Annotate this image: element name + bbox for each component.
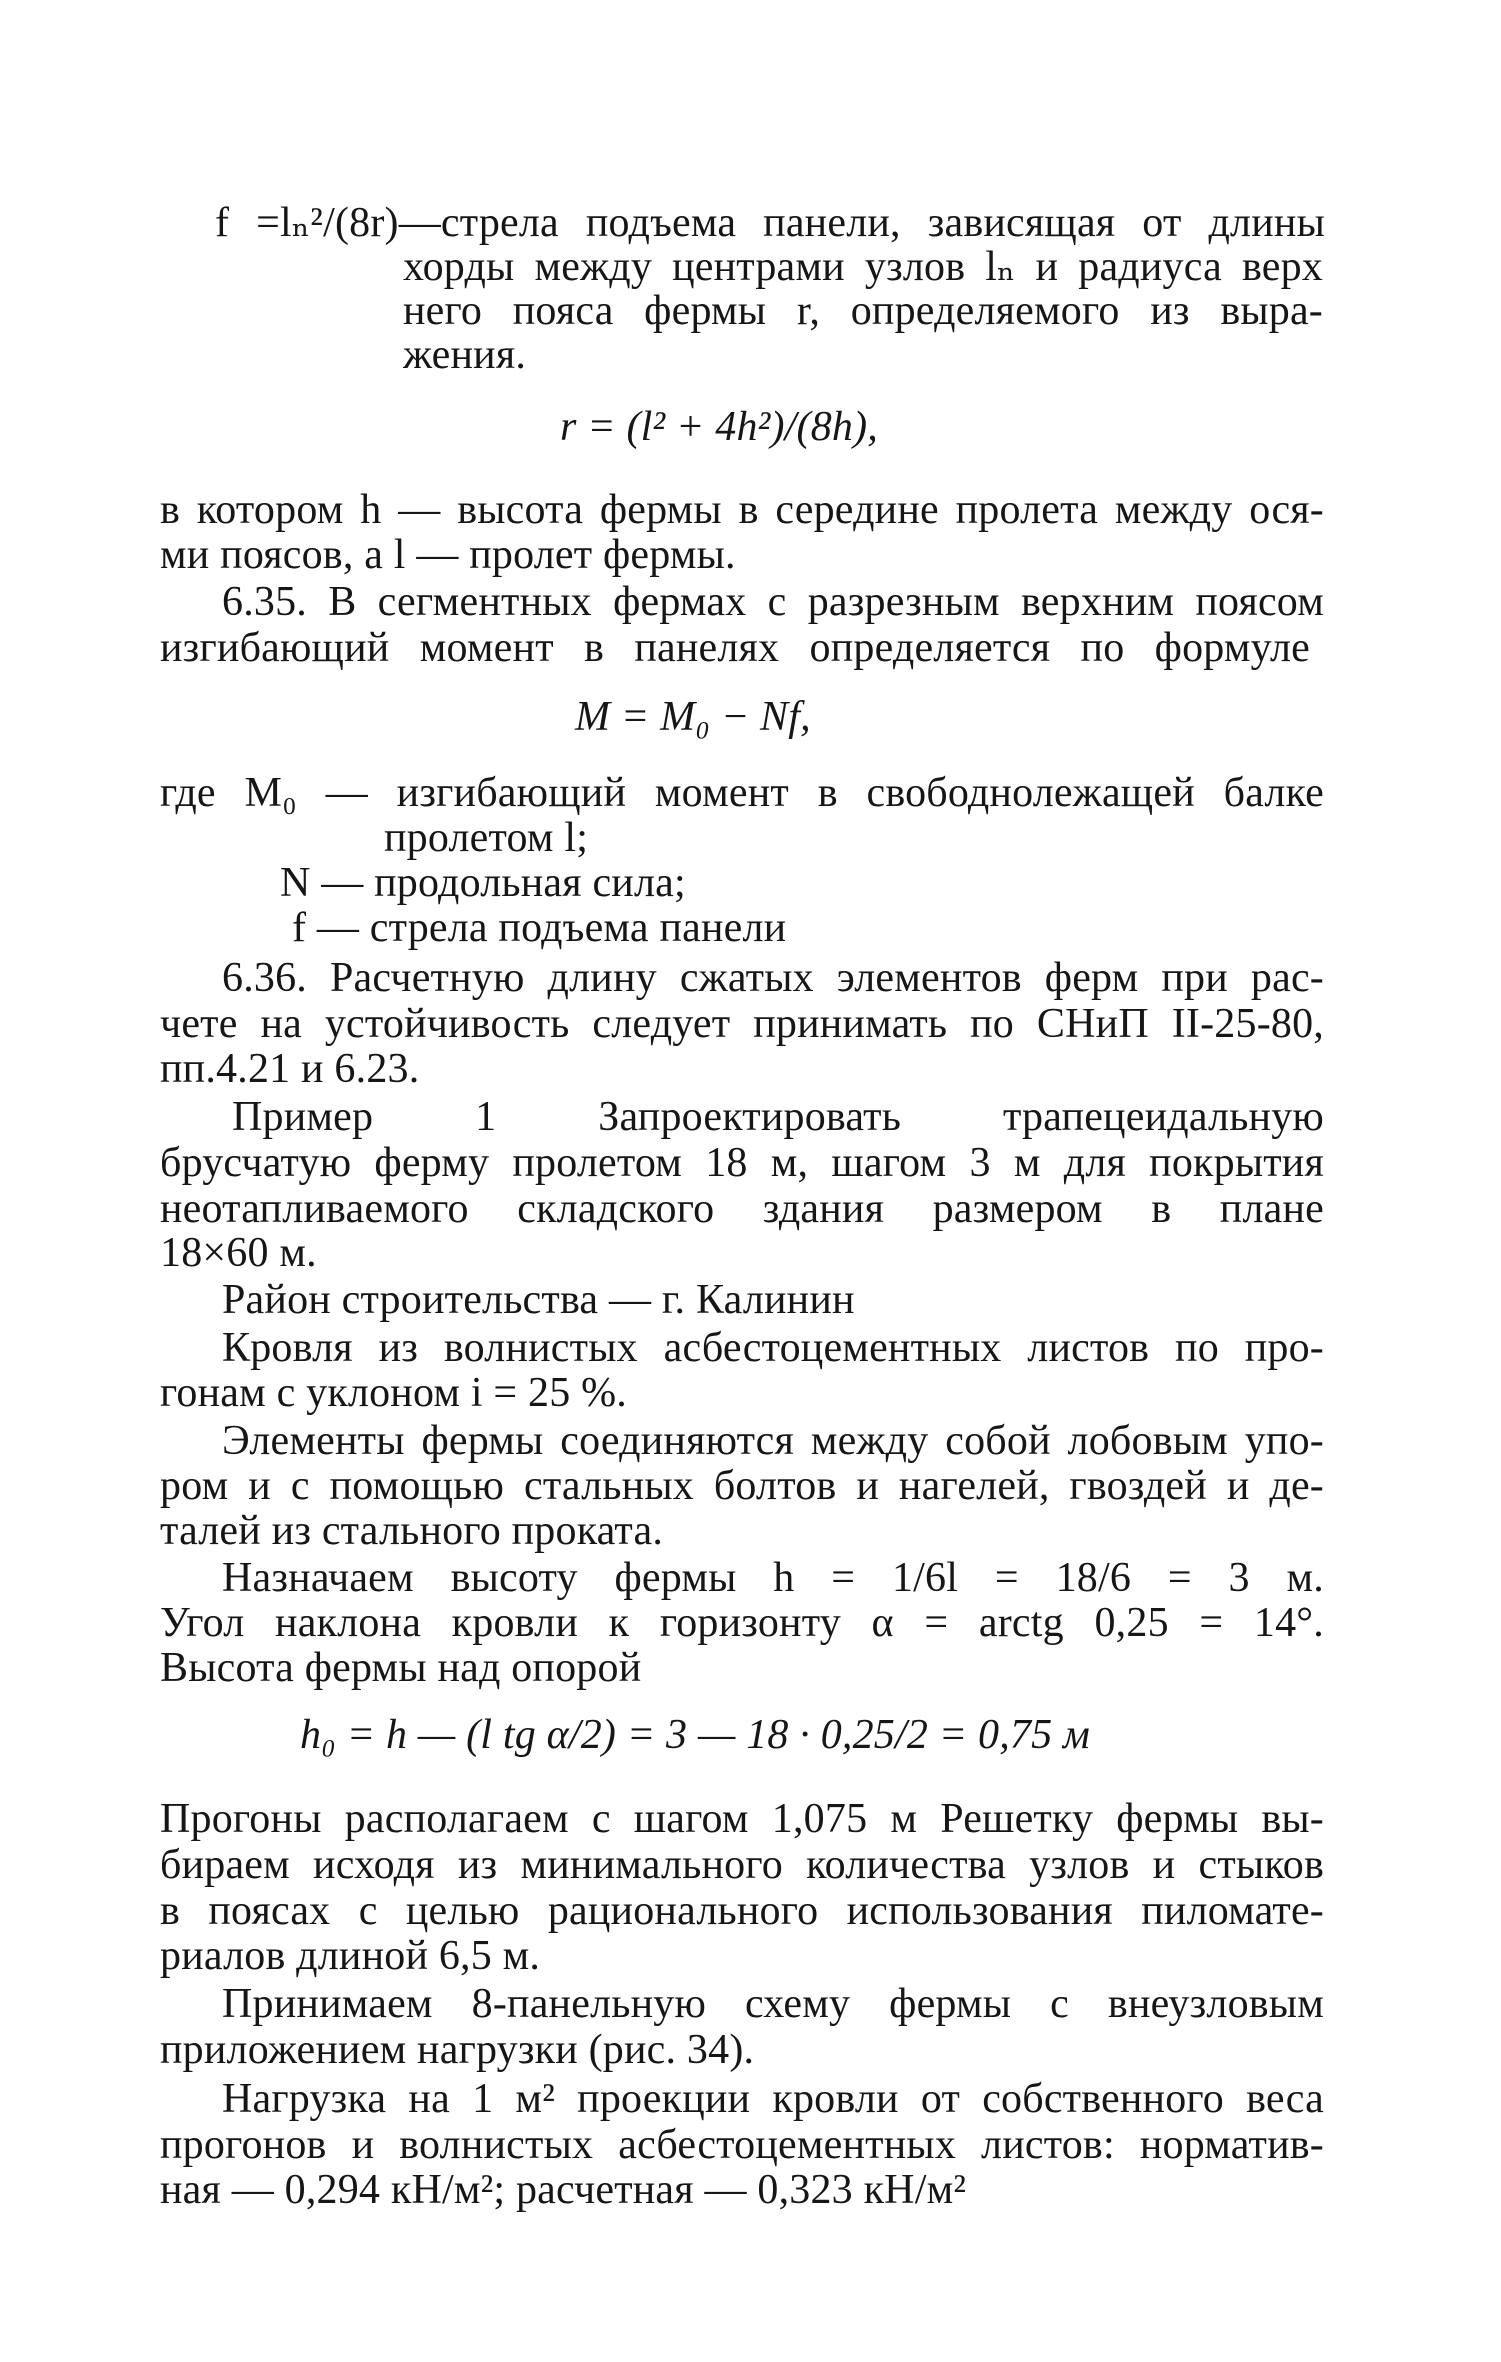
paragraph-6-35: 6.35. В сегментных фермах с разрезным верхним поясом xyxy=(222,579,1324,625)
text-line: в котором h — высота фермы в середине пролета между ося- xyxy=(160,487,1324,533)
text-line: f =lₙ²/(8r)—стрела подъема панели, зависящая от длины xyxy=(215,200,1325,246)
text-line: 18×60 м. xyxy=(160,1230,317,1276)
text-line: Район строительства — г. Калинин xyxy=(222,1277,855,1323)
text-line: ная — 0,294 кН/м²; расчетная — 0,323 кН/м² xyxy=(160,2167,967,2213)
text-line: брусчатую ферму пролетом 18 м, шагом 3 м для покрытия xyxy=(160,1140,1324,1186)
text-line: изгибающий момент в панелях определяется по формуле xyxy=(160,625,1310,671)
text-line: где M₀ — изгибающий момент в свободнолежащей балке xyxy=(160,770,1324,816)
text-line: риалов длиной 6,5 м. xyxy=(160,1933,541,1979)
text-line: Угол наклона кровли к горизонту α = arctg 0,25 = 14°. xyxy=(160,1600,1324,1646)
text-line: гонам с уклоном i = 25 %. xyxy=(160,1370,627,1416)
text-line: Назначаем высоту фермы h = 1/6l = 18/6 = 3 м. xyxy=(222,1555,1324,1601)
text-line: в поясах с целью рационального использования пиломате- xyxy=(160,1888,1324,1934)
text-line: Принимаем 8-панельную схему фермы с внеузловым xyxy=(222,1981,1324,2027)
text-line: Элементы фермы соединяются между собой лобовым упо- xyxy=(222,1418,1324,1464)
text-line: Кровля из волнистых асбестоцементных листов по про- xyxy=(222,1325,1324,1371)
text-line: неотапливаемого складского здания размером в плане xyxy=(160,1186,1324,1232)
text-line: талей из стального проката. xyxy=(160,1508,664,1554)
text-line: пролетом l; xyxy=(384,815,589,861)
text-line: жения. xyxy=(403,332,527,378)
text-line: N — продольная сила; xyxy=(280,860,686,906)
text-line: прогонов и волнистых асбестоцементных листов: норматив- xyxy=(160,2122,1324,2168)
formula: h₀ = h — (l tg α/2) = 3 — 18 · 0,25/2 = 0,75 м xyxy=(300,1712,1091,1758)
text-line: ми поясов, а l — пролет фермы. xyxy=(160,532,736,578)
formula: M = M₀ − Nf, xyxy=(575,694,811,740)
text-line: Прогоны располагаем с шагом 1,075 м Решетку фермы вы- xyxy=(160,1796,1324,1842)
text-line: бираем исходя из минимального количества узлов и стыков xyxy=(160,1842,1324,1888)
text-line: ром и с помощью стальных болтов и нагелей, гвоздей и де- xyxy=(160,1463,1324,1509)
text-line: Высота фермы над опорой xyxy=(160,1645,642,1691)
example-heading: Пример 1 Запроектировать трапецеидальную xyxy=(232,1094,1324,1140)
text-line: него пояса фермы r, определяемого из выра- xyxy=(403,288,1323,334)
text-line: Нагрузка на 1 м² проекции кровли от собственного веса xyxy=(222,2076,1324,2122)
text-line: приложением нагрузки (рис. 34). xyxy=(160,2027,755,2073)
text-line: f — стрела подъема панели xyxy=(292,905,787,951)
text-line: чете на устойчивость следует принимать по СНиП II-25-80, xyxy=(160,1001,1324,1047)
text-line: пп.4.21 и 6.23. xyxy=(160,1046,420,1092)
text-line: хорды между центрами узлов lₙ и радиуса верх xyxy=(403,244,1323,290)
formula: r = (l² + 4h²)/(8h), xyxy=(560,404,878,450)
paragraph-6-36: 6.36. Расчетную длину сжатых элементов ферм при рас- xyxy=(222,955,1324,1001)
